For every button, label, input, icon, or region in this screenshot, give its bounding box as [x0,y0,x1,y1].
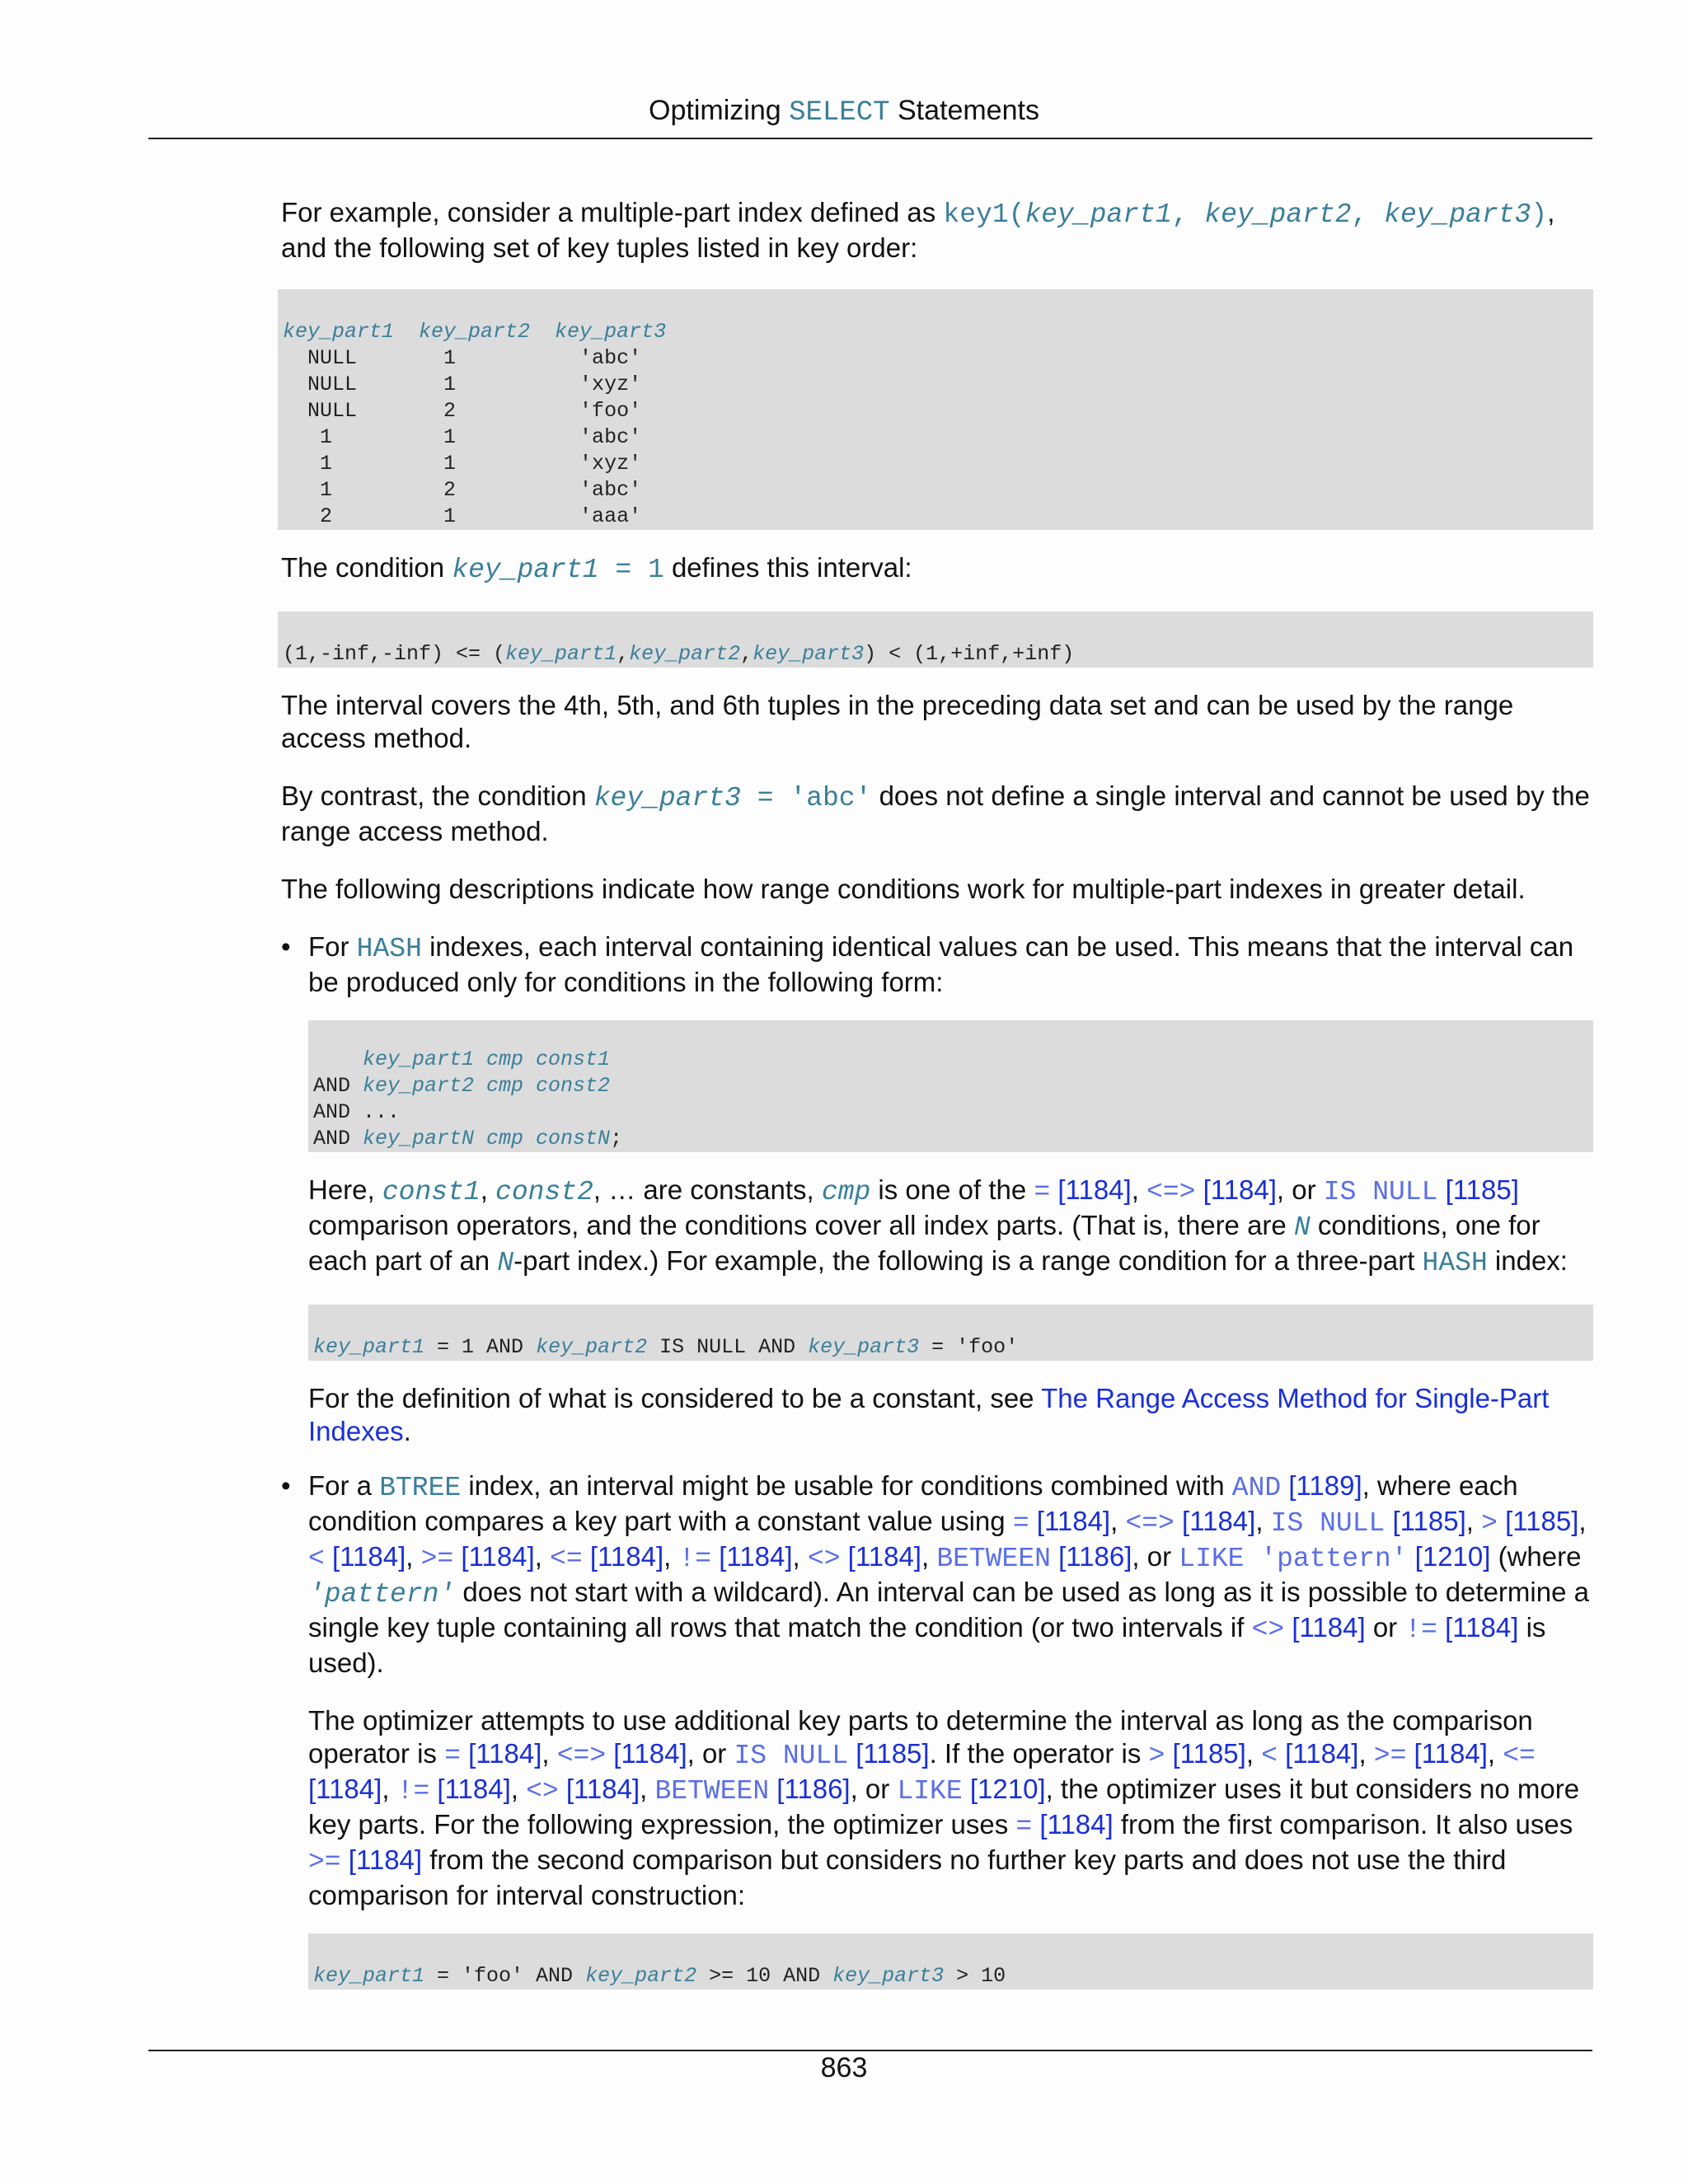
operator-link[interactable]: <=> [1184] [556,1738,687,1771]
operator-link[interactable]: != [1184] [1404,1612,1519,1645]
paragraph-intro [281,196,1593,265]
hash-form-code-block: key_part1 cmp const1 AND key_part2 cmp const2 AND ... AND key_partN cmp constN; [308,1020,1593,1152]
operator-link[interactable]: > [1185] [1481,1506,1579,1539]
operator-link[interactable]: <= [1184] [550,1541,664,1574]
text: The condition [281,552,445,583]
operator-link[interactable]: <> [1184] [1251,1612,1366,1645]
paragraph-contrast [281,780,1593,848]
paragraph-condition [281,551,1593,587]
operator-link[interactable]: >= [1184] [420,1541,535,1574]
operator-link[interactable]: < [1184] [1261,1738,1359,1771]
operator-link[interactable]: > [1185] [1148,1738,1246,1771]
hash-code: HASH [356,934,422,964]
page-number: 863 [820,2052,868,2083]
page-content [281,196,1593,2011]
code-line: 1 1 'abc' [283,425,642,449]
condition-code: key_part1 = 1 [452,555,664,585]
list-item-btree [281,1469,1593,1990]
key-tuples-code-block [278,289,1593,530]
index-definition-code: key1(key_part1, key_part2, key_part3) [943,199,1548,230]
operator-link[interactable]: BETWEEN [1186] [936,1541,1132,1574]
header-title-text: Optimizing [649,95,781,126]
operator-link[interactable]: = [1184] [1015,1809,1114,1842]
text: defines this interval: [671,552,912,583]
operator-link[interactable]: <=> [1184] [1125,1506,1256,1539]
operator-link[interactable]: >= [1184] [308,1844,423,1877]
header-title-code: SELECT [789,97,890,129]
operator-link[interactable]: <> [1184] [526,1774,640,1807]
constant-definition: For the definition of what is considered to be a constant, see The Range Access Method for Single-Part Indexes. [308,1383,1550,1446]
operator-link-is-null[interactable]: IS NULL [1185] [1323,1174,1519,1207]
range-access-single-part-link[interactable]: The Range Access Method for Single-Part Indexes [308,1383,1550,1446]
operator-link[interactable]: LIKE [1210] [897,1774,1046,1807]
operator-link[interactable]: < [1184] [308,1541,406,1574]
code-line: 2 1 'aaa' [283,504,642,528]
text: For example, consider a multiple-part index defined as [281,197,936,227]
code-line: 1 1 'xyz' [283,452,642,476]
operator-link[interactable]: <= [1184] [308,1741,1536,1804]
header-rule [148,138,1592,139]
code-line: NULL 2 'foo' [283,399,642,423]
btree-intro: • For a BTREE index, an interval might be usable for conditions combined with AND [1189], where each condition compares a key part with a constant value using = [1184], <=> [1184], IS NULL [1185], > [1185], < [1184], >= [1184], <= [1184], != [1184], <> [1184], BETWEEN [1186], or LIKE 'pattern' [1210] (where 'pattern' does not start with a wildcard). An interval can be used as long as it is possible to determine a single key tuple containing all rows that match the condition (or two intervals if <> [1184] or != [1184] is used). [308,1470,1589,1678]
hash-explanation: Here, const1, const2, … are constants, cmp is one of the = [1184], <=> [1184], or IS NULL [1185] comparison operators, and the conditions cover all index parts. (That is, there are N conditions, one for each part of an N-part index.) For example, the following is a range condition for a three-part HASH index: [308,1174,1568,1278]
code-header-line: key_part1 key_part2 key_part3 [283,320,667,344]
page-header [0,95,1688,129]
operator-link[interactable]: IS NULL [1185] [1270,1506,1466,1539]
text: , and the following set of key tuples listed in key order: [281,197,1555,263]
operator-link[interactable]: != [1184] [396,1774,511,1807]
operator-link[interactable]: <> [1184] [807,1541,921,1574]
code-line: NULL 1 'abc' [283,346,642,370]
interval-code-block: (1,-inf,-inf) <= (key_part1,key_part2,key_part3) < (1,+inf,+inf) [278,612,1593,668]
hash-example-code-block: key_part1 = 1 AND key_part2 IS NULL AND key_part3 = 'foo' [308,1305,1593,1361]
operator-link[interactable]: IS NULL [1185] [734,1738,930,1771]
hash-intro: • For HASH indexes, each interval containing identical values can be used. This means that the interval can be produced only for conditions in the following form: [308,931,1574,997]
contrast-code: key_part3 = 'abc' [593,783,872,813]
operator-link-null-safe-equal[interactable]: <=> [1184] [1146,1174,1277,1207]
operator-link[interactable]: LIKE 'pattern' [1210] [1179,1541,1491,1574]
operator-link[interactable]: >= [1184] [1373,1738,1488,1771]
text: does not define a single interval and cannot be used by the range access method. [281,780,1590,846]
operator-link-equal[interactable]: = [1184] [1034,1174,1132,1207]
operator-link[interactable]: = [1184] [1012,1506,1111,1539]
paragraph-descriptions: The following descriptions indicate how range conditions work for multiple-part indexes in greater detail. [281,874,1526,904]
btree-example-code-block: key_part1 = 'foo' AND key_part2 >= 10 AND key_part3 > 10 [308,1933,1593,1990]
operator-link[interactable]: = [1184] [444,1738,542,1771]
code-line: 1 2 'abc' [283,478,642,502]
paragraph-interval-covers: The interval covers the 4th, 5th, and 6th tuples in the preceding data set and can be used by the range access method. [281,690,1514,753]
operator-link-and[interactable]: AND [1189] [1231,1470,1362,1503]
code-line: NULL 1 'xyz' [283,373,642,396]
footer-rule [148,2050,1592,2051]
list-item-hash [281,930,1593,1448]
header-title-text-2: Statements [897,95,1039,126]
operator-link[interactable]: != [1184] [678,1541,793,1574]
operator-link[interactable]: BETWEEN [1186] [654,1774,851,1807]
btree-optimizer-paragraph: The optimizer attempts to use additional key parts to determine the interval as long as the comparison operator is = [1184], <=> [1184], or IS NULL [1185]. If the operator is > [1185], < [1184], >= [1184], <= [1184], != [1184], <> [1184], BETWEEN [1186], or LIKE [1210], the optimizer uses it but considers no more key parts. For the following expression, the optimizer uses = [1184] from the first comparison. It also uses >= [1184] from the second comparison but considers no further key parts and does not use the third comparison for interval construction: [308,1705,1580,1910]
text: By contrast, the condition [281,780,587,811]
